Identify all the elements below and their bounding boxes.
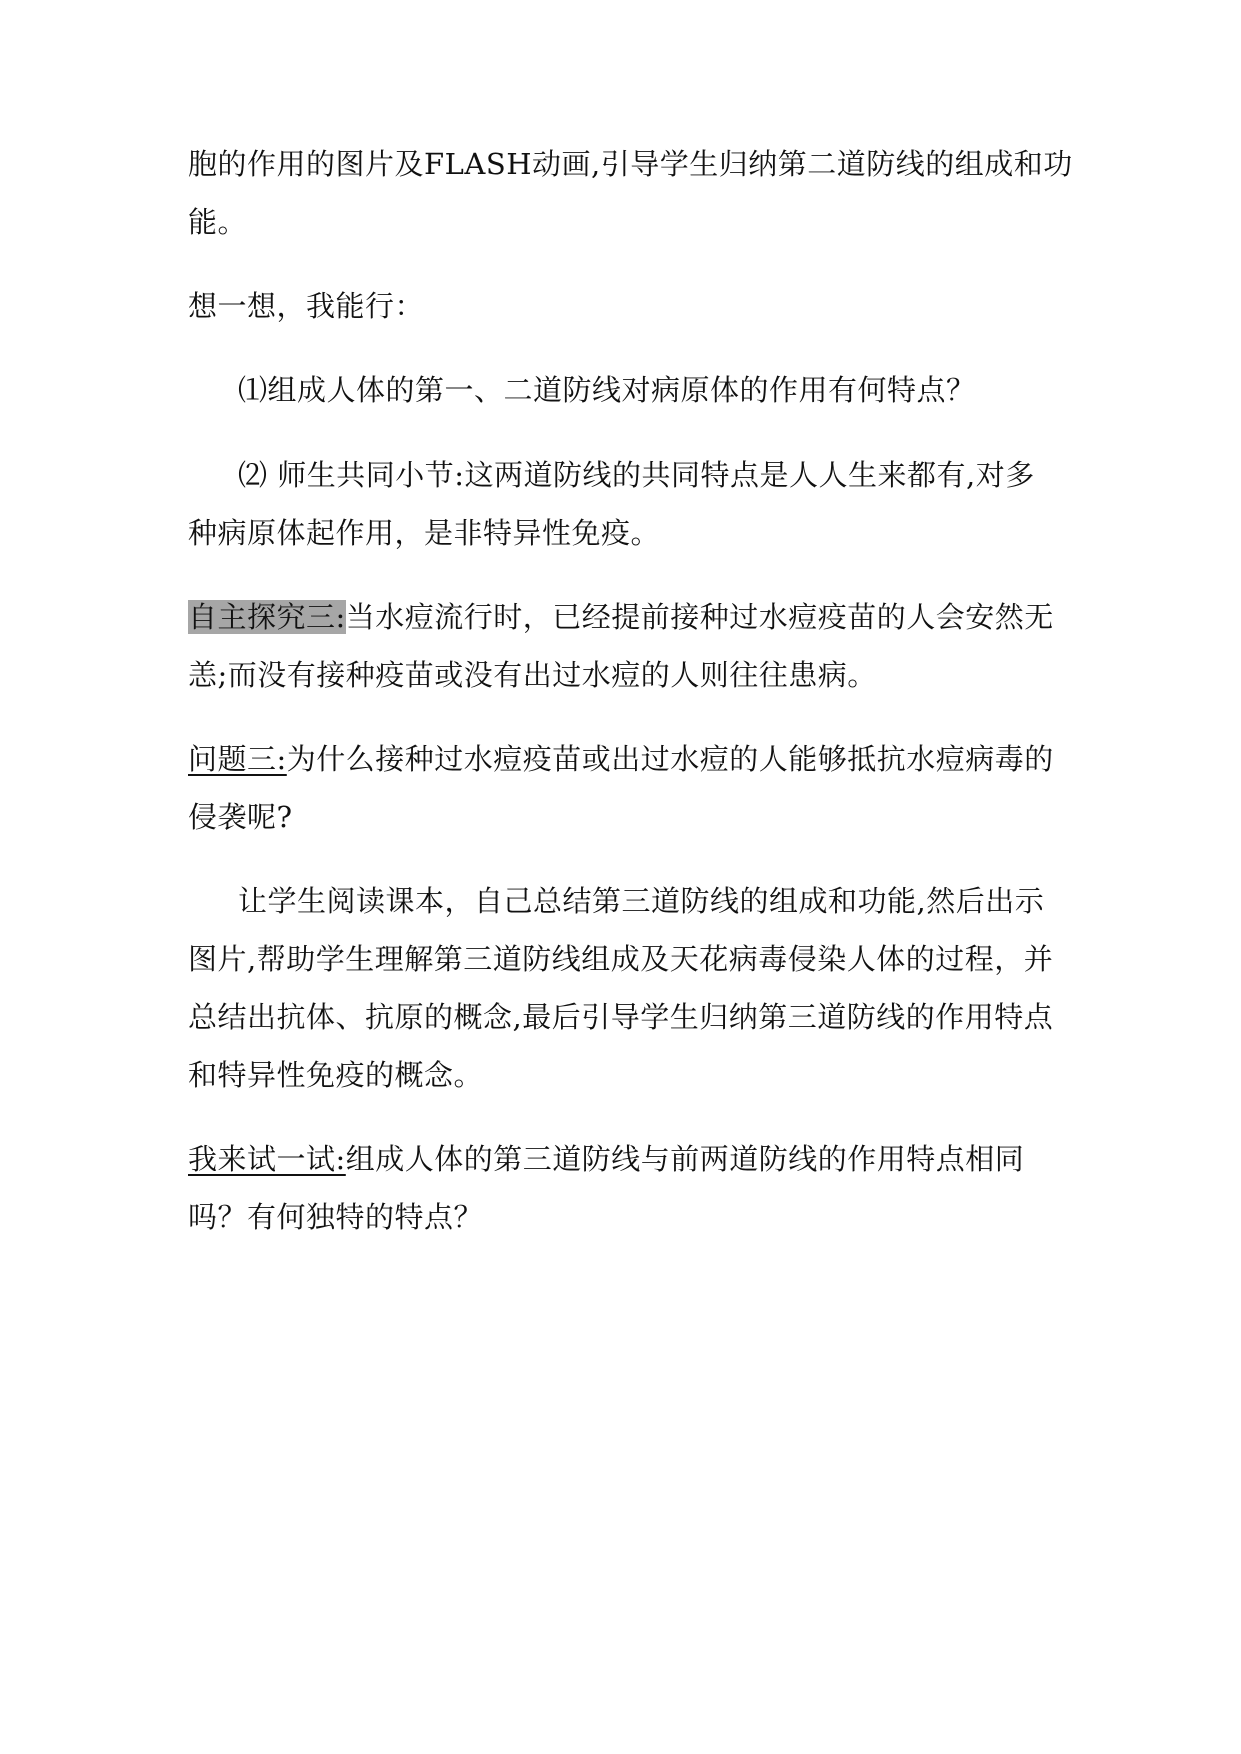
- paragraph-line: 总结出抗体、抗原的概念,最后引导学生归纳第三道防线的作用特点: [188, 1000, 1054, 1034]
- paragraph-line: 图片,帮助学生理解第三道防线组成及天花病毒侵染人体的过程，并: [188, 942, 1054, 976]
- paragraph-line: 恙;而没有接种疫苗或没有出过水痘的人则往往患病。: [188, 658, 877, 692]
- highlighted-label: 自主探究三:: [188, 600, 346, 634]
- paragraph-line: 和特异性免疫的概念。: [188, 1058, 484, 1092]
- paragraph-line: [188, 600, 1054, 634]
- paragraph-line: 种病原体起作用，是非特异性免疫。: [188, 516, 661, 550]
- paragraph-line: [188, 1142, 1024, 1176]
- paragraph-line: [188, 742, 1054, 776]
- paragraph-text: 组成人体的第三道防线与前两道防线的作用特点相同: [345, 1142, 1025, 1176]
- question-item: ⑴组成人体的第一、二道防线对病原体的作用有何特点？: [238, 373, 976, 407]
- paragraph-line: 吗？有何独特的特点？: [188, 1200, 484, 1234]
- section-heading: 想一想，我能行：: [188, 289, 425, 323]
- underlined-label: 问题三:: [188, 742, 287, 776]
- paragraph-line: 侵袭呢?: [188, 800, 293, 834]
- paragraph-line: 胞的作用的图片及FLASH动画,引导学生归纳第二道防线的组成和功: [188, 147, 1073, 181]
- paragraph-line: ⑵ 师生共同小节:这两道防线的共同特点是人人生来都有,对多: [238, 458, 1035, 492]
- paragraph-text: 为什么接种过水痘疫苗或出过水痘的人能够抵抗水痘病毒的: [286, 742, 1054, 776]
- paragraph-line: 能。: [188, 205, 248, 239]
- paragraph-text: 当水痘流行时，已经提前接种过水痘疫苗的人会安然无: [345, 600, 1054, 634]
- paragraph-line: 让学生阅读课本，自己总结第三道防线的组成和功能,然后出示: [238, 884, 1045, 918]
- underlined-label: 我来试一试:: [188, 1142, 346, 1176]
